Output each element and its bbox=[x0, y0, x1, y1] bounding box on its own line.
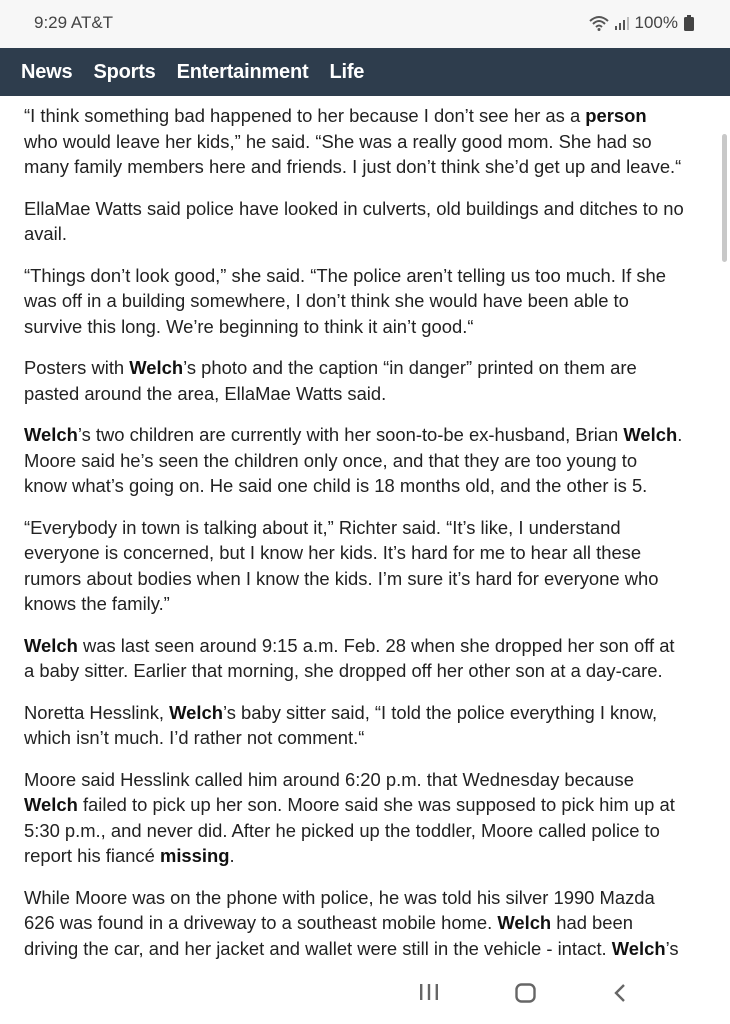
back-icon[interactable] bbox=[612, 982, 628, 1009]
status-bar bbox=[0, 0, 730, 48]
bold-keyword: Welch bbox=[24, 424, 78, 445]
text-run: Noretta Hesslink, bbox=[24, 701, 170, 723]
nav-entertainment[interactable]: Entertainment bbox=[176, 60, 309, 83]
bold-keyword: Welch bbox=[623, 424, 678, 445]
text-run: “I think something bad happened to her because I don’t see her as a bbox=[24, 105, 586, 126]
article-paragraph bbox=[24, 700, 684, 751]
status-time: 9:29 AT&T bbox=[34, 13, 114, 32]
article-body bbox=[24, 96, 684, 962]
article-paragraph bbox=[24, 515, 684, 617]
system-navigation-bar bbox=[0, 964, 730, 1024]
bold-keyword: Welch bbox=[129, 357, 184, 378]
status-icons bbox=[589, 13, 694, 33]
text-run: had been driving the car, and her jacket and wallet were still in the vehicle - intact. bbox=[24, 912, 633, 959]
nav-news[interactable]: News bbox=[21, 60, 73, 83]
text-run: ’s two children are currently with her soon-to-be ex-husband, Brian bbox=[77, 424, 624, 445]
bold-keyword: Welch bbox=[611, 937, 666, 959]
text-run: Moore said Hesslink called him around 6:20 p.m. that Wednesday because bbox=[24, 768, 634, 790]
text-run: . bbox=[229, 845, 235, 866]
nav-life[interactable]: Life bbox=[329, 60, 365, 83]
text-run: ’s baby sitter said, “I told the police everything I know, which isn’t much. I’d rather not comment.“ bbox=[24, 701, 658, 748]
article-paragraph bbox=[24, 196, 684, 247]
bold-keyword: Welch bbox=[24, 794, 78, 815]
scrollbar-thumb[interactable] bbox=[722, 134, 727, 262]
bold-keyword: Welch bbox=[24, 634, 78, 656]
signal-icon bbox=[615, 16, 629, 30]
battery-icon bbox=[684, 15, 694, 31]
text-run: While Moore was on the phone with police, he was told his silver 1990 Mazda 626 was found in a driveway to a southeast mobile home. bbox=[24, 886, 655, 933]
text-run: . Moore said he’s seen the children only once, and that they are too young to know what’s going on. He said one child is 18 months old, and the other is 5. bbox=[24, 424, 683, 496]
article-paragraph bbox=[24, 633, 684, 684]
bold-keyword: missing bbox=[159, 845, 230, 866]
text-run: failed to pick up her son. Moore said she was supposed to pick him up at 5:30 p.m., and never did. After he picked up the toddler, Moore called police to report his fiancé bbox=[24, 794, 675, 866]
article-paragraph bbox=[24, 263, 684, 340]
nav-sports[interactable]: Sports bbox=[93, 60, 156, 83]
bold-keyword: person bbox=[585, 105, 647, 126]
bold-keyword: Welch bbox=[169, 701, 223, 723]
text-run: “Things don’t look good,” she said. “The police aren’t telling us too much. If she was off in a building somewhere, I don’t think she would have been able to survive this long. We’re beginning to think it ain’t good.“ bbox=[24, 264, 666, 337]
text-run: ’s photo and the caption “in danger” printed on them are pasted around the area, EllaMae Watts said. bbox=[24, 357, 637, 404]
bold-keyword: Welch bbox=[497, 912, 552, 933]
article-paragraph bbox=[24, 103, 684, 180]
text-run: EllaMae Watts said police have looked in culverts, old buildings and ditches to no avail. bbox=[24, 197, 684, 244]
wifi-icon bbox=[589, 15, 609, 31]
text-run: who would leave her kids,” he said. “She was a really good mom. She had so many family members here and friends. I just don’t think she’d get up and leave.“ bbox=[24, 130, 682, 177]
section-nav bbox=[0, 48, 730, 96]
text-run: ’s bbox=[665, 937, 679, 959]
article-paragraph bbox=[24, 422, 684, 499]
text-run: was last seen around 9:15 a.m. Feb. 28 when she dropped her son off at a baby sitter. Earlier that morning, she dropped off her other son at a day-care. bbox=[24, 634, 675, 681]
battery-text: 100% bbox=[634, 13, 678, 32]
article-paragraph bbox=[24, 767, 684, 869]
home-icon[interactable] bbox=[514, 982, 538, 1009]
text-run: “Everybody in town is talking about it,” Richter said. “It’s like, I understand everyone is concerned, but I know her kids. It’s hard for me to hear all these rumors about bodies when I know the kids. I’m sure it’s hard for everyone who knows the family.” bbox=[24, 516, 659, 614]
recent-apps-icon[interactable] bbox=[418, 982, 440, 1007]
article-paragraph bbox=[24, 355, 684, 406]
text-run: Posters with bbox=[24, 357, 130, 378]
